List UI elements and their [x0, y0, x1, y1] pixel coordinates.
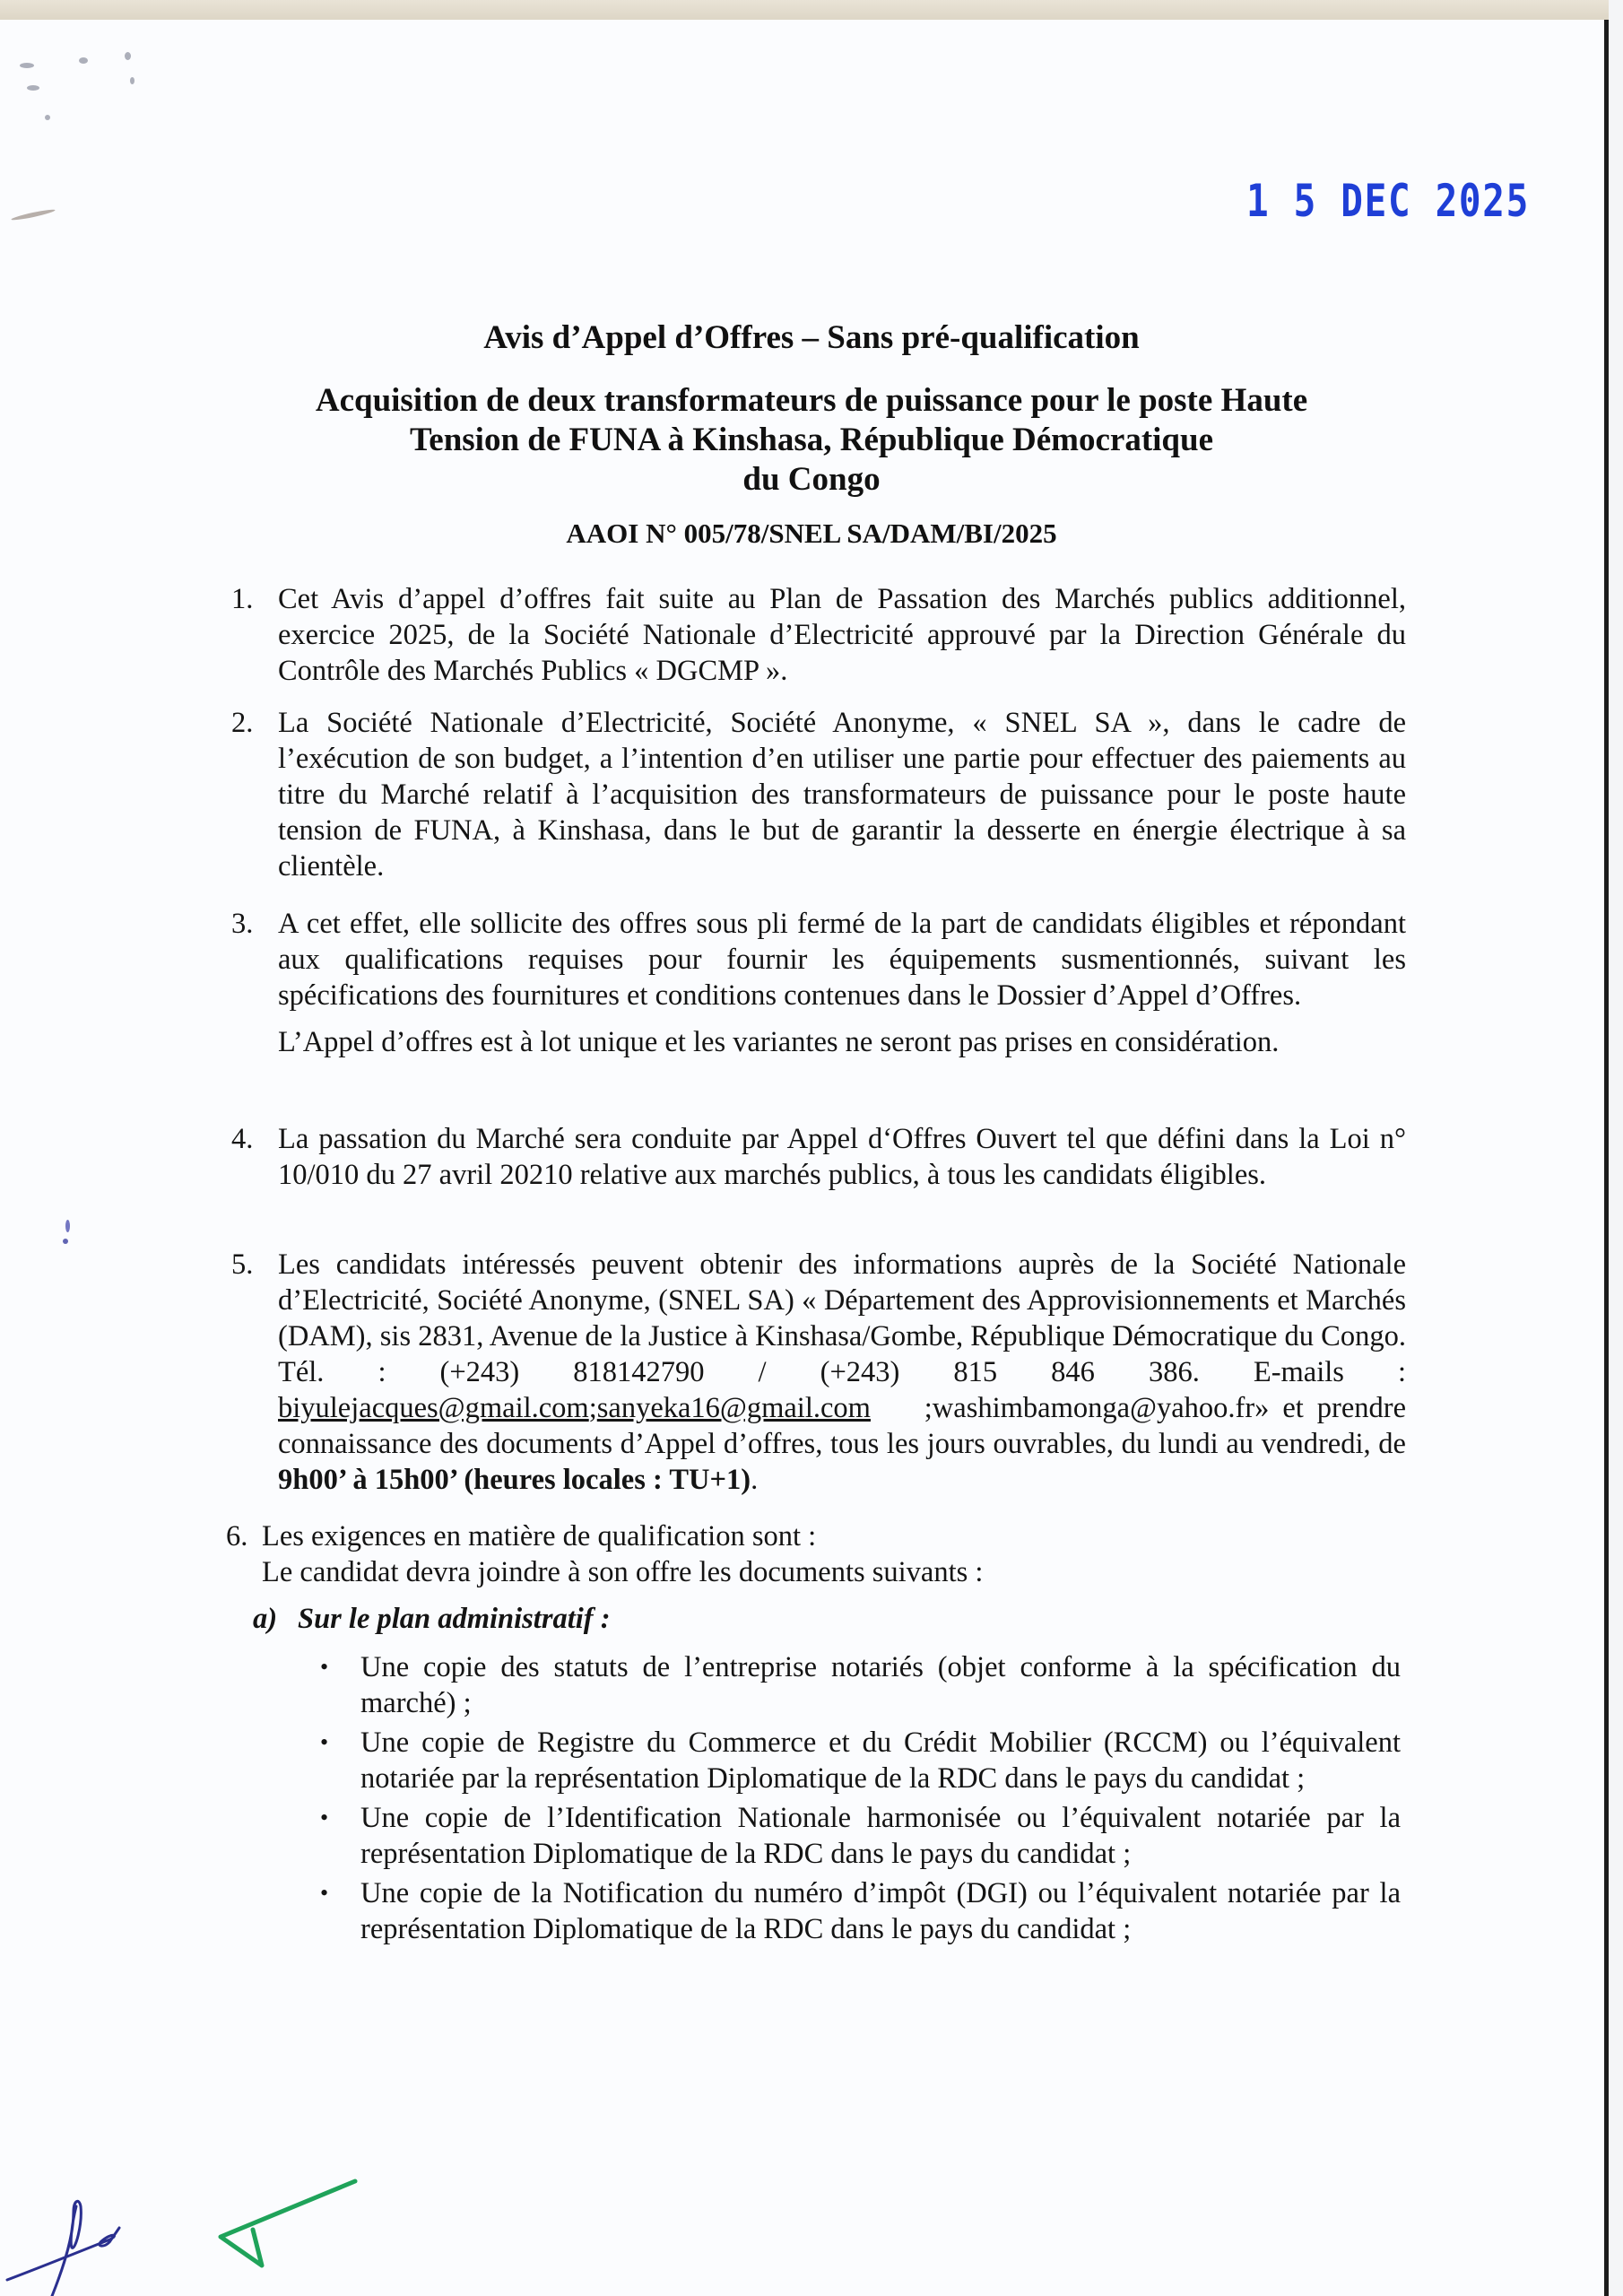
- item-number: 3.: [231, 908, 254, 940]
- email-link[interactable]: washimbamonga@yahoo.fr: [932, 1392, 1255, 1424]
- office-hours: 9h00’ à 15h00’ (heures locales : TU+1): [278, 1464, 751, 1496]
- list-item-text: Une copie de Registre du Commerce et du Crédit Mobilier (RCCM) ou l’équivalent notariée par la représentation Diplomatique de la RDC dans le pays du candidat ;: [360, 1726, 1401, 1795]
- scan-speck: [27, 85, 39, 91]
- reference-number: AAOI N° 005/78/SNEL SA/DAM/BI/2025: [566, 517, 1057, 549]
- sentence-end: .: [751, 1464, 759, 1496]
- scan-speck: [11, 208, 56, 222]
- scan-speck: [130, 77, 135, 84]
- bullet-icon: •: [320, 1805, 329, 1831]
- item-text: La Société Nationale d’Electricité, Société Anonyme, « SNEL SA », dans le cadre de l’exécution de son budget, a l’intention d’en utiliser une partie pour effectuer des paiements au titre du Marché relatif à l’acquisition des transformateurs de puissance pour le poste haute tension de FUNA, à Kinshasa, dans le but de garantir la desserte en énergie électrique à sa clientèle.: [278, 707, 1406, 883]
- item-6: [226, 1518, 1401, 1947]
- item-text: Les exigences en matière de qualification sont :: [262, 1520, 817, 1552]
- scan-speck: [20, 63, 34, 68]
- item-number: 1.: [231, 583, 254, 615]
- date-stamp: 1 5 DEC 2025: [1246, 175, 1530, 227]
- item-4: [231, 1121, 1406, 1193]
- subtitle-line: Acquisition de deux transformateurs de puissance pour le poste Haute: [315, 382, 1308, 419]
- subtitle-line: Tension de FUNA à Kinshasa, République Démocratique: [409, 422, 1214, 458]
- list-item-text: Une copie de la Notification du numéro d’impôt (DGI) ou l’équivalent notariée par la représentation Diplomatique de la RDC dans le pays du candidat ;: [360, 1877, 1401, 1945]
- notice-subtitle: [0, 381, 1623, 500]
- contact-info-cont: » et prendre connaissance des documents d’Appel d’offres, tous les jours ouvrables, du lundi au vendredi, de: [278, 1392, 1407, 1460]
- item-3: [231, 906, 1406, 1060]
- scan-speck: [79, 57, 88, 64]
- contact-info: Les candidats intéressés peuvent obtenir des informations auprès de la Société Nationale d’Electricité, Société Anonyme, (SNEL SA) « Département des Approvisionnements et Marchés (DAM), sis 2831, Avenue de la Justice à Kinshasa/Gombe, République Démocratique du Congo. Tél. : (+243) 818142790 / (+243) 815 846 386. E-mails :: [278, 1248, 1406, 1388]
- item-number: 5.: [231, 1248, 254, 1281]
- list-item: [226, 1800, 1401, 1872]
- bullet-icon: •: [320, 1729, 329, 1755]
- bullet-icon: •: [320, 1880, 329, 1906]
- signature-icon: [7, 2201, 119, 2296]
- email-link[interactable]: biyulejacques@gmail.com: [278, 1392, 589, 1424]
- list-item-text: Une copie de l’Identification Nationale harmonisée ou l’équivalent notariée par la représentation Diplomatique de la RDC dans le pays du candidat ;: [360, 1802, 1401, 1870]
- item-number: 2.: [231, 707, 254, 739]
- subsection-heading: [226, 1601, 1401, 1637]
- scan-speck: [125, 52, 131, 60]
- item-text: [278, 1247, 1406, 1498]
- item-1: [231, 581, 1406, 689]
- list-item: [226, 1725, 1401, 1796]
- subsection-label: a): [253, 1603, 278, 1635]
- scan-speck: [45, 115, 50, 120]
- item-5: [231, 1247, 1406, 1498]
- email-separator: ;: [924, 1392, 933, 1424]
- bullet-icon: •: [320, 1654, 329, 1680]
- ink-speck: [63, 1239, 68, 1244]
- item-note: L’Appel d’offres est à lot unique et les variantes ne seront pas prises en considération.: [278, 1026, 1280, 1058]
- item-text: La passation du Marché sera conduite par Appel d‘Offres Ouvert tel que défini dans la Loi n° 10/010 du 27 avril 20210 relative aux marchés publics, à tous les candidats éligibles.: [278, 1123, 1406, 1191]
- ink-speck: [65, 1220, 70, 1232]
- subtitle-line: du Congo: [742, 461, 881, 498]
- item-text: Cet Avis d’appel d’offres fait suite au Plan de Passation des Marchés publics additionnel, exercice 2025, de la Société Nationale d’Electricité approuvé par la Direction Générale du Contrôle des Marchés Publics « DGCMP ».: [278, 583, 1406, 687]
- scan-top-edge: [0, 0, 1623, 20]
- item-number: 4.: [231, 1123, 254, 1155]
- item-number: 6.: [226, 1520, 248, 1552]
- check-mark-icon: [221, 2181, 355, 2266]
- scan-right-border: [1604, 20, 1609, 2296]
- email-separator: ;: [588, 1392, 597, 1424]
- item-2: [231, 705, 1406, 884]
- item-intro: Le candidat devra joindre à son offre les documents suivants :: [262, 1556, 984, 1588]
- handwritten-annotations: [0, 2135, 448, 2296]
- item-text: A cet effet, elle sollicite des offres sous pli fermé de la part de candidats éligibles et répondant aux qualifications requises pour fournir les équipements susmentionnés, suivant les spécifications des fournitures et conditions contenues dans le Dossier d’Appel d’Offres.: [278, 908, 1406, 1012]
- list-item: [226, 1649, 1401, 1721]
- subsection-title: Sur le plan administratif :: [298, 1603, 611, 1635]
- list-item: [226, 1875, 1401, 1947]
- email-link[interactable]: sanyeka16@gmail.com: [596, 1392, 871, 1424]
- list-item-text: Une copie des statuts de l’entreprise notariés (objet conforme à la spécification du marché) ;: [360, 1651, 1401, 1719]
- notice-title: Avis d’Appel d’Offres – Sans pré-qualification: [483, 319, 1140, 356]
